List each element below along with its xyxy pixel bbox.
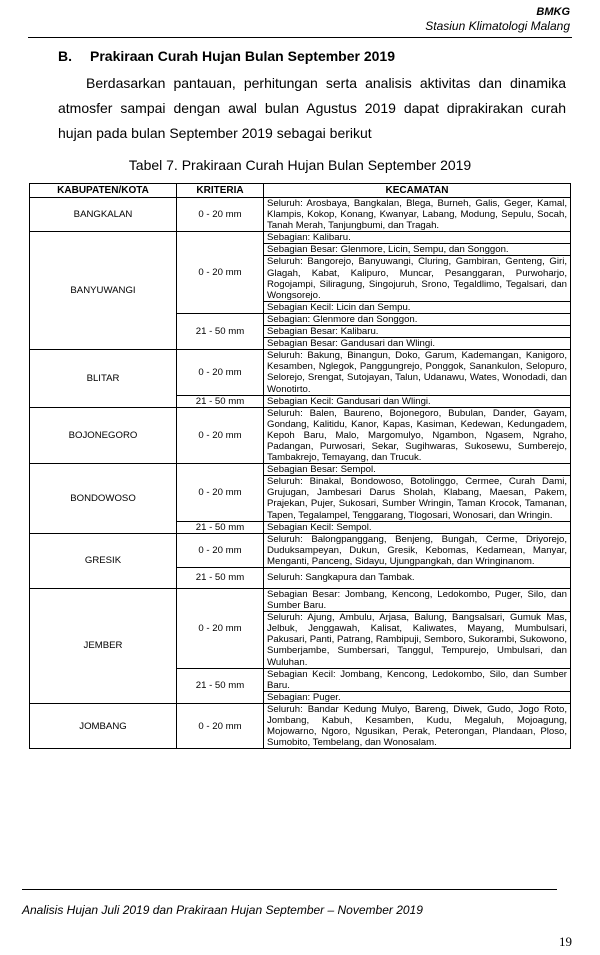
kriteria-cell: 0 - 20 mm [177, 407, 264, 463]
intro-text: Berdasarkan pantauan, perhitungan serta analisis aktivitas dan dinamika atmosfer sampai dengan awal bulan Agustus 2019 dapat diprakirakan curah hujan pada bulan September 2019 sebagai berikut [58, 75, 566, 141]
kecamatan-cell: Seluruh: Bakung, Binangun, Doko, Garum, Kademangan, Kanigoro, Kesamben, Nglegok, Panggungrejo, Ponggok, Sanankulon, Selopuro, Selorejo, Srengat, Sutojayan, Talun, Udanawu, Wates, Wonodadi, dan Wonotirto. [264, 350, 571, 395]
footer-text: Analisis Hujan Juli 2019 dan Prakiraan Hujan September – November 2019 [22, 903, 423, 917]
kabupaten-cell: BANYUWANGI [30, 232, 177, 350]
kriteria-cell: 0 - 20 mm [177, 232, 264, 314]
header-kabupaten: KABUPATEN/KOTA [30, 184, 177, 198]
footer-divider [22, 889, 557, 890]
kriteria-cell: 21 - 50 mm [177, 313, 264, 349]
kecamatan-cell: Sebagian Besar: Sempol. [264, 464, 571, 476]
kabupaten-cell: BOJONEGORO [30, 407, 177, 463]
table-row [30, 589, 571, 612]
kabupaten-cell: BONDOWOSO [30, 464, 177, 534]
kriteria-cell: 21 - 50 mm [177, 668, 264, 703]
table-caption: Tabel 7. Prakiraan Curah Hujan Bulan September 2019 [128, 157, 472, 173]
page-number: 19 [559, 934, 572, 949]
kecamatan-cell: Seluruh: Balen, Baureno, Bojonegoro, Bubulan, Dander, Gayam, Gondang, Kalitidu, Kanor, Kapas, Kasiman, Kedewan, Kedungadem, Kepoh Baru, Malo, Margomulyo, Ngambon, Ngasem, Ngraho, Padangan, Purwosari, Sekar, Sugihwaras, Sukosewu, Sumberejo, Tambakrejo, Temayang, dan Trucuk. [264, 407, 571, 463]
kecamatan-cell: Seluruh: Ajung, Ambulu, Arjasa, Balung, Bangsalsari, Gumuk Mas, Jelbuk, Jenggawah, Kalisat, Kaliwates, Mayang, Mumbulsari, Pakusari, Panti, Patrang, Rambipuji, Semboro, Sukorambi, Sukowono, Sumberjambe, Sumbersari, Tanggul, Tempurejo, Umbulsari, dan Wuluhan. [264, 612, 571, 668]
kecamatan-cell: Sebagian Kecil: Gandusari dan Wlingi. [264, 395, 571, 407]
kriteria-cell: 0 - 20 mm [177, 703, 264, 748]
table-row [30, 464, 571, 476]
kriteria-cell: 0 - 20 mm [177, 533, 264, 567]
table-header-row [30, 184, 571, 198]
kecamatan-cell: Seluruh: Balongpanggang, Benjeng, Bungah, Cerme, Driyorejo, Duduksampeyan, Dukun, Gresik, Kebomas, Kedamean, Manyar, Menganti, Panceng, Sidayu, Ujungpangkah, dan Wringinanom. [264, 533, 571, 567]
intro-paragraph [58, 71, 566, 146]
rainfall-forecast-table [29, 183, 571, 749]
header-kriteria: KRITERIA [177, 184, 264, 198]
kecamatan-cell: Sebagian Besar: Kalibaru. [264, 326, 571, 338]
kecamatan-cell: Sebagian Kecil: Jombang, Kencong, Ledokombo, Silo, dan Sumber Baru. [264, 668, 571, 691]
header-kecamatan: KECAMATAN [264, 184, 571, 198]
table-row [30, 533, 571, 567]
table-row [30, 198, 571, 232]
kecamatan-cell: Seluruh: Bangorejo, Banyuwangi, Cluring, Gambiran, Genteng, Giri, Glagah, Kabat, Kalipuro, Muncar, Pesanggaran, Purwoharjo, Rogojampi, Siliragung, Singojuruh, Srono, Tegaldlimo, Tegalsari, dan Wongsorejo. [264, 256, 571, 301]
header-org: BMKG [536, 6, 570, 18]
kecamatan-cell: Sebagian: Puger. [264, 691, 571, 703]
kecamatan-cell: Seluruh: Sangkapura dan Tambak. [264, 568, 571, 589]
kriteria-cell: 0 - 20 mm [177, 350, 264, 395]
kabupaten-cell: GRESIK [30, 533, 177, 588]
table-row [30, 232, 571, 244]
section-letter: B. [58, 48, 72, 64]
kecamatan-cell: Seluruh: Arosbaya, Bangkalan, Blega, Burneh, Galis, Geger, Kamal, Klampis, Kokop, Konang, Kwanyar, Labang, Modung, Sepulu, Socah, Tanah Merah, Tanjungbumi, dan Tragah. [264, 198, 571, 232]
section-title: Prakiraan Curah Hujan Bulan September 2019 [90, 48, 395, 64]
table-row [30, 407, 571, 463]
header-station: Stasiun Klimatologi Malang [425, 19, 570, 33]
table-row [30, 350, 571, 395]
kecamatan-cell: Sebagian: Kalibaru. [264, 232, 571, 244]
header-divider [28, 37, 572, 38]
kecamatan-cell: Sebagian: Glenmore dan Songgon. [264, 313, 571, 325]
kriteria-cell: 21 - 50 mm [177, 521, 264, 533]
kriteria-cell: 0 - 20 mm [177, 198, 264, 232]
kecamatan-cell: Seluruh: Bandar Kedung Mulyo, Bareng, Diwek, Gudo, Jogo Roto, Jombang, Kabuh, Kesamben, Kudu, Megaluh, Mojoagung, Mojowarno, Ngoro, Ngusikan, Perak, Peterongan, Plandaan, Ploso, Sumobito, Tembelang, dan Wonosalam. [264, 703, 571, 748]
kecamatan-cell: Seluruh: Binakal, Bondowoso, Botolinggo, Cermee, Curah Dami, Grujugan, Jambesari Darus Sholah, Klabang, Maesan, Pakem, Prajekan, Pujer, Sukosari, Sumber Wringin, Taman Krocok, Tamanan, Tapen, Tegalampel, Tenggarang, Tlogosari, Wonosari, dan Wringin. [264, 476, 571, 521]
kabupaten-cell: JOMBANG [30, 703, 177, 748]
kriteria-cell: 0 - 20 mm [177, 589, 264, 669]
kecamatan-cell: Sebagian Besar: Jombang, Kencong, Ledokombo, Puger, Silo, dan Sumber Baru. [264, 589, 571, 612]
kriteria-cell: 21 - 50 mm [177, 568, 264, 589]
kabupaten-cell: BANGKALAN [30, 198, 177, 232]
kriteria-cell: 21 - 50 mm [177, 395, 264, 407]
kriteria-cell: 0 - 20 mm [177, 464, 264, 521]
kecamatan-cell: Sebagian Besar: Gandusari dan Wlingi. [264, 338, 571, 350]
table-row [30, 703, 571, 748]
kecamatan-cell: Sebagian Kecil: Licin dan Sempu. [264, 301, 571, 313]
kecamatan-cell: Sebagian Kecil: Sempol. [264, 521, 571, 533]
kabupaten-cell: BLITAR [30, 350, 177, 407]
kecamatan-cell: Sebagian Besar: Glenmore, Licin, Sempu, dan Songgon. [264, 244, 571, 256]
kabupaten-cell: JEMBER [30, 589, 177, 704]
